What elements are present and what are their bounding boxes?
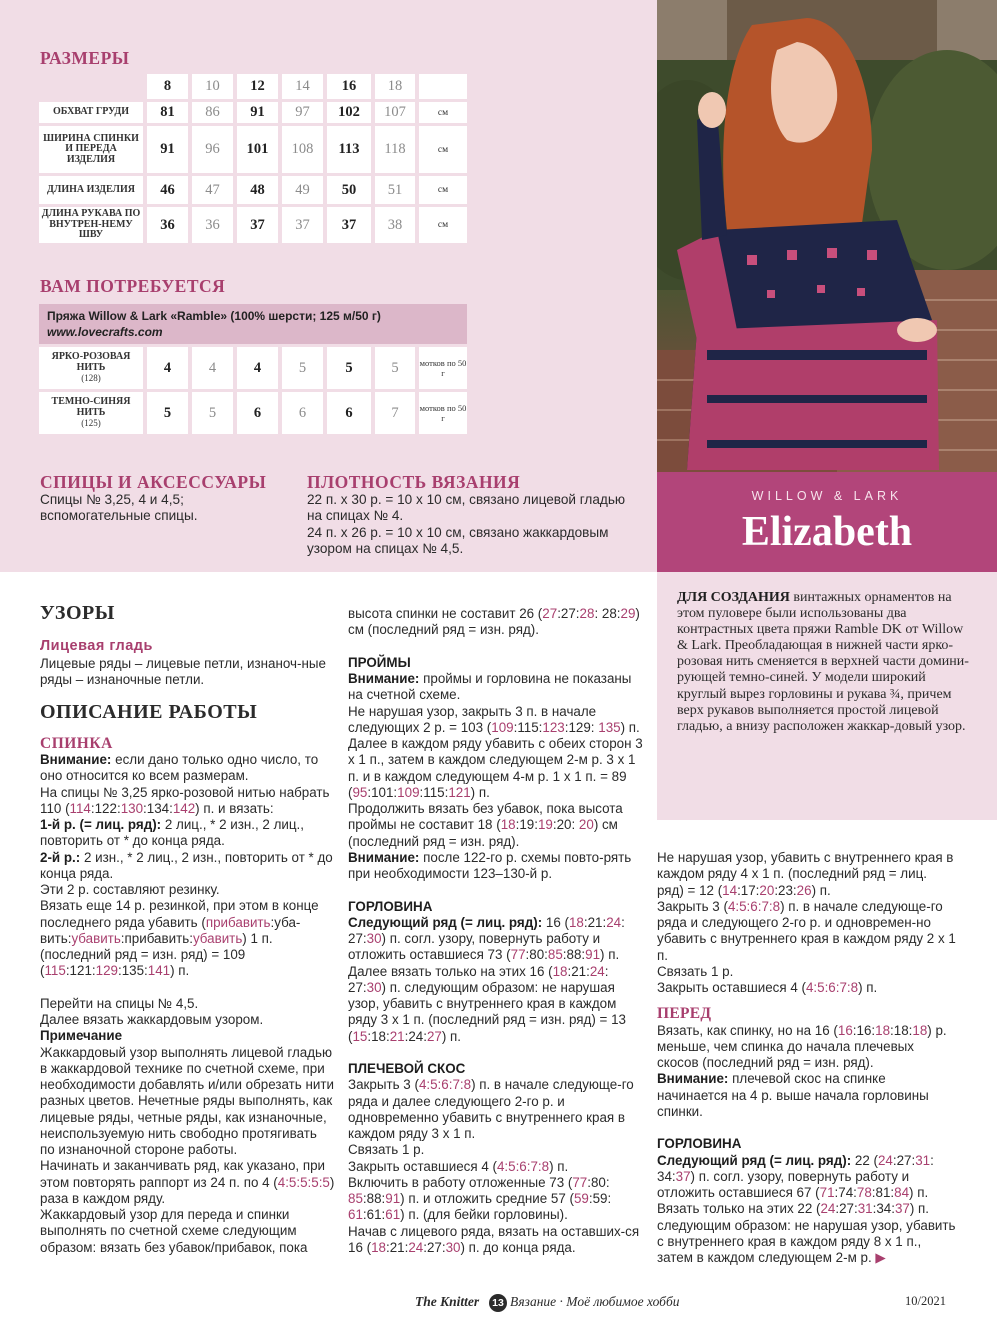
- sizes-cell: 38: [375, 207, 415, 243]
- sizes-cell: 113: [327, 126, 371, 173]
- sizes-cell: 86: [192, 102, 233, 123]
- sizes-unit: см: [419, 207, 467, 243]
- sizes-unit: см: [419, 126, 467, 173]
- size-header: 16: [327, 74, 371, 99]
- yarn-code: (128): [81, 373, 101, 384]
- sizes-cell: 48: [237, 176, 278, 204]
- sizes-cell: 37: [327, 207, 371, 243]
- sizes-row-label: ОБХВАТ ГРУДИ: [39, 102, 143, 123]
- tools-text: Спицы № 3,25, 4 и 4,5; вспомогательные спицы.: [40, 492, 198, 524]
- sizes-cell: 36: [192, 207, 233, 243]
- yarn-cell: 6: [237, 392, 278, 434]
- sizes-cell: 118: [375, 126, 415, 173]
- yarn-url: www.lovecrafts.com: [47, 325, 163, 339]
- yarn-cell: 7: [375, 392, 415, 434]
- yarn-unit: мотков по 50 г: [419, 392, 467, 434]
- yarn-cell: 4: [192, 347, 233, 389]
- brand-box: [657, 472, 997, 572]
- yarn-label: ТЕМНО-СИНЯЯ НИТЬ: [51, 396, 131, 418]
- yarn-cell: 4: [237, 347, 278, 389]
- stockinette-title: Лицевая гладь: [40, 638, 153, 654]
- work-title: ОПИСАНИЕ РАБОТЫ: [40, 701, 258, 723]
- page-number: 13: [489, 1294, 507, 1312]
- size-header: 8: [147, 74, 188, 99]
- pattern-name: Elizabeth: [741, 509, 913, 555]
- yarn-code: (125): [81, 418, 101, 429]
- intro-text: [677, 590, 977, 735]
- size-header: 14: [282, 74, 323, 99]
- tools-title: СПИЦЫ И АКСЕССУАРЫ: [40, 472, 267, 492]
- sizes-cell: 51: [375, 176, 415, 204]
- gauge-line: 24 п. x 26 р. = 10 x 10 см, связано жаккардовым узором на спицах № 4,5.: [307, 524, 609, 556]
- yarn-cell: 5: [147, 392, 188, 434]
- size-header: 10: [192, 74, 233, 99]
- gauge-text: [307, 492, 642, 557]
- stockinette-text: Лицевые ряды – лицевые петли, изнаноч-ные ряды – изнаночные петли.: [40, 656, 326, 688]
- sizes-cell: 47: [192, 176, 233, 204]
- photo-illustration: [657, 0, 997, 472]
- back-text: Внимание: если дано только одно число, то оно относится ко всем размерам. На спицы № 3,25 ярко-розовой нитью набрать 110 (114:122:130:134:142) п. и вязать: 1-й р. (= лиц. ряд): 2 лиц., * 2 изн., 2 лиц., повторить от * до конца ряда. 2-й р.: 2 изн., * 2 лиц., 2 изн., повторить от * до конца ряда. Эти 2 р. составляют резинку. Вязать еще 14 р. резинкой, при этом в конце последнего ряда убавить (прибавить:уба-вить:убавить:прибавить:убавить) 1 п. (последний ряд = изн. ряд) = 109 (115:121:129:135:141) п. Перейти на спицы № 4,5. Далее вязать жаккардовым узором. Примечание Жаккардовый узор выполнять лицевой гладью в жаккардовой технике по счетной схеме, при необходимости добавлять и/или обрезать нити разных цветов. Нечетные ряды выполнять, как лицевые ряды, четные ряды, как изнаночные, неиспользуемую нить свободно протягивать по изнаночной стороне работы. Начинать и заканчивать ряд, как указано, при этом повторять раппорт из 24 п. по 4 (4:5:5:5:5) раза в каждом ряду. Жаккардовый узор для переда и спинки выполнять по счетной схеме следующим образом: вязать без убавок/прибавок, пока: [40, 752, 335, 1255]
- gauge-line: 22 п. x 30 р. = 10 x 10 см, связано лицевой гладью на спицах № 4.: [307, 492, 626, 524]
- yarn-cell: 5: [327, 347, 371, 389]
- yarn-cell: 5: [192, 392, 233, 434]
- sizes-cell: 101: [237, 126, 278, 173]
- footer-issue: 10/2021: [905, 1294, 946, 1308]
- yarn-cell: 4: [147, 347, 188, 389]
- sizes-cell: 97: [282, 102, 323, 123]
- yarn-row-label: [39, 347, 143, 389]
- sizes-row-label: ДЛИНА РУКАВА ПО ВНУТРЕН-НЕМУ ШВУ: [39, 207, 143, 243]
- yarn-label: ЯРКО-РОЗОВАЯ НИТЬ: [51, 351, 131, 373]
- sizes-cell: 49: [282, 176, 323, 204]
- intro-lead: ДЛЯ СОЗДАНИЯ: [677, 590, 790, 605]
- footer-subtitle: Вязание · Моё любимое хобби: [510, 1294, 680, 1309]
- sizes-cell: 91: [237, 102, 278, 123]
- sizes-cell: 102: [327, 102, 371, 123]
- needs-title: ВАМ ПОТРЕБУЕТСЯ: [40, 276, 226, 296]
- sizes-cell: 50: [327, 176, 371, 204]
- sizes-unit: см: [419, 176, 467, 204]
- yarn-cell: 5: [282, 347, 323, 389]
- yarn-cell: 5: [375, 347, 415, 389]
- size-header-blank: [419, 74, 467, 99]
- model-photo: [657, 0, 997, 472]
- sizes-unit: см: [419, 102, 467, 123]
- sizes-cell: 37: [237, 207, 278, 243]
- sizes-row-label: ДЛИНА ИЗДЕЛИЯ: [39, 176, 143, 204]
- back-title: СПИНКА: [40, 735, 113, 752]
- yarn-header: [39, 304, 467, 344]
- footer-magazine: The Knitter: [415, 1294, 480, 1309]
- brand-label: WILLOW & LARK: [751, 489, 903, 503]
- yarn-cell: 6: [282, 392, 323, 434]
- col3-text: Не нарушая узор, убавить с внутреннего края в каждом ряду 4 х 1 п. (последний ряд = лиц. ряд) = 12 (14:17:20:23:26) п. Закрыть 3 (4:5:6:7:8) п. в начале следующе-го ряда и следующего 2-го р. и одновремен-но убавить с внутреннего края в каждом ряду 2 х 1 п. Связать 1 р. Закрыть оставшиеся 4 (4:5:6:7:8) п. ПЕРЕД Вязать, как спинку, но на 16 (16:16:18:18:18) р. меньше, чем спинка до начала плечевых скосов (последний ряд = изн. ряд). Внимание: плечевой скос на спинке начинается на 4 р. выше начала горловины спинки. ГОРЛОВИНА Следующий ряд (= лиц. ряд): 22 (24:27:31: 34:37) п. согл. узору, повернуть работу и отложить оставшиеся 67 (71:74:78:81:84) п. Вязать только на этих 22 (24:27:31:34:37) п. следующим образом: не нарушая узор, убавить с внутреннего края в каждом ряду 8 х 1 п., затем в каждом следующем 2-м р. ▶: [657, 850, 956, 1265]
- yarn-row-label: [39, 392, 143, 434]
- sizes-cell: 108: [282, 126, 323, 173]
- patterns-title: УЗОРЫ: [40, 602, 115, 624]
- size-header: 12: [237, 74, 278, 99]
- col2-text: высота спинки не составит 26 (27:27:28: 28:29) см (последний ряд = изн. ряд). ПРОЙМЫ Внимание: проймы и горловина не показаны на счетной схеме. Не нарушая узор, закрыть 3 п. в начале следующих 2 р. = 103 (109:115:123:129: 135) п. Далее в каждом ряду убавить с обеих сторон 3 х 1 п., затем в каждом следующем 2-м р. 3 х 1 п. и в каждом следующем 4-м р. 1 х 1 п. = 89 (95:101:109:115:121) п. Продолжить вязать без убавок, пока высота проймы не составит 18 (18:19:19:20: 20) см (последний ряд = изн. ряд). Внимание: после 122-го р. схемы повто-рять при необходимости 123–130-й р. ГОРЛОВИНА Следующий ряд (= лиц. ряд): 16 (18:21:24: 27:30) п. согл. узору, повернуть работу и отложить оставшиеся 73 (77:80:85:88:91) п. Далее вязать только на этих 16 (18:21:24: 27:30) п. следующим образом: не нарушая узор, убавить с внутреннего края в каждом ряду 3 х 1 п. (последний ряд = изн. ряд) = 13 (15:18:21:24:27) п. ПЛЕЧЕВОЙ СКОС Закрыть 3 (4:5:6:7:8) п. в начале следующе-го ряда и далее следующего 2-го р. и одновременно убавить с внутреннего края в каждом ряду 3 х 1 п. Связать 1 р. Закрыть оставшиеся 4 (4:5:6:7:8) п. Включить в работу отложенные 73 (77:80: 85:88:91) п. и отложить средние 57 (59:59: 61:61:61) п. (для бейки горловины). Начав с лицевого ряда, вязать на оставших-ся 16 (18:21:24:27:30) п. до конца ряда.: [348, 606, 643, 1255]
- sizes-cell: 81: [147, 102, 188, 123]
- yarn-cell: 6: [327, 392, 371, 434]
- sizes-cell: 37: [282, 207, 323, 243]
- sizes-cell: 107: [375, 102, 415, 123]
- intro-body: винтажных орнаментов на этом пуловере были использованы два контрастных цвета пряжи Ramble DK от Willow & Lark. Преобладающая в нижней части ярко-розовая нить сменяется в верхней части домини-рующей темно-синей. У модели широкий круглый вырез горловины и рукава ¾, причем верх рукавов выполняется простой лицевой гладью, а внизу расположен жаккар-довый узор.: [677, 590, 969, 734]
- size-header: 18: [375, 74, 415, 99]
- sizes-cell: 91: [147, 126, 188, 173]
- sizes-title: РАЗМЕРЫ: [40, 48, 130, 68]
- gauge-title: ПЛОТНОСТЬ ВЯЗАНИЯ: [307, 472, 521, 492]
- sizes-row-label: ШИРИНА СПИНКИ И ПЕРЕДА ИЗДЕЛИЯ: [39, 126, 143, 173]
- sizes-cell: 36: [147, 207, 188, 243]
- yarn-line: Пряжа Willow & Lark «Ramble» (100% шерсти; 125 м/50 г): [47, 309, 381, 323]
- sizes-cell: 46: [147, 176, 188, 204]
- sizes-cell: 96: [192, 126, 233, 173]
- yarn-unit: мотков по 50 г: [419, 347, 467, 389]
